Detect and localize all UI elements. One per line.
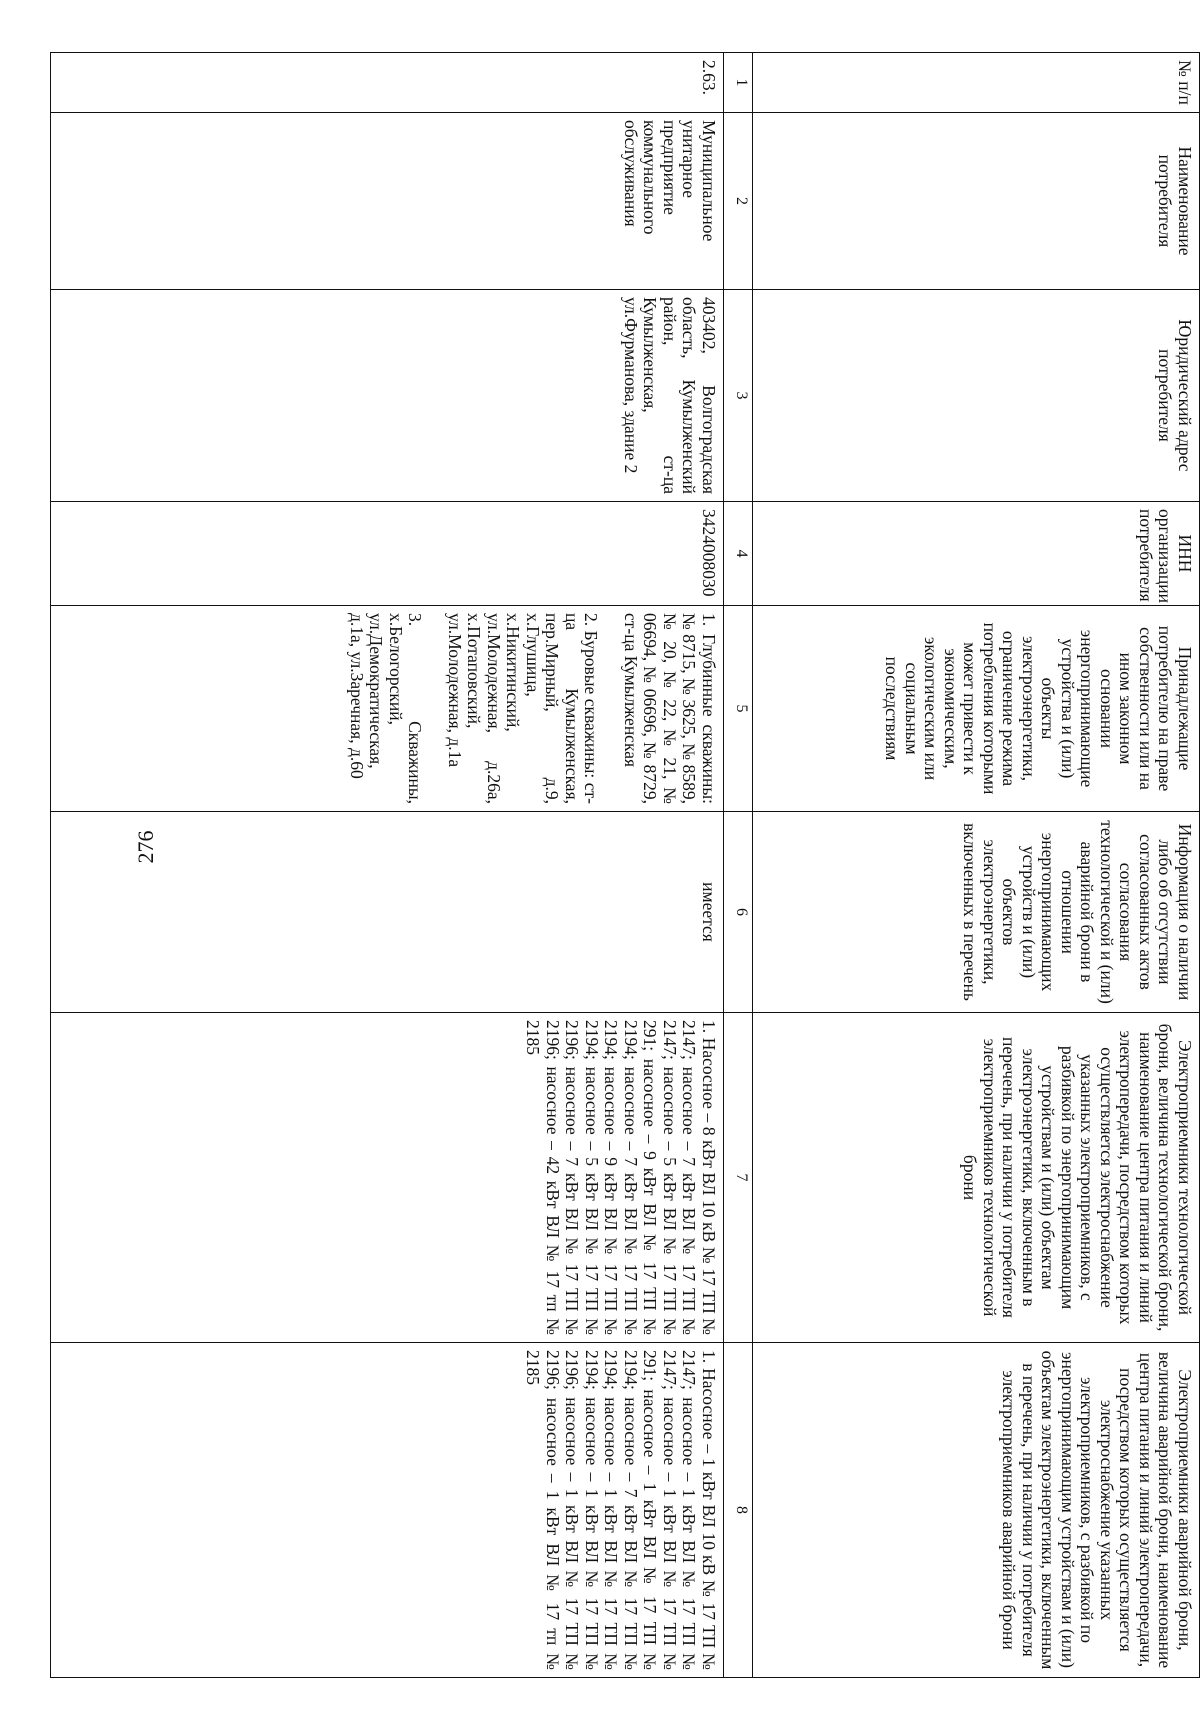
page-number: 276 xyxy=(133,830,158,864)
header-acts: Информация о наличии либо об отсутствии согласованных актов согласования технологической и (или) аварийной брони в отношении энергопринимающих устройств и (или) объектов электроэнергетики, включенных в перечень xyxy=(753,812,1200,1013)
column-number: 3 xyxy=(724,290,753,502)
column-number: 4 xyxy=(724,502,753,606)
column-number: 6 xyxy=(724,812,753,1013)
header-row xyxy=(753,53,1200,1678)
column-number-row xyxy=(724,53,753,1678)
column-number: 1 xyxy=(724,53,753,113)
rotated-table-container xyxy=(50,52,1200,1677)
row-number: 2.63. xyxy=(51,53,724,113)
consumer-inn: 3424008030 xyxy=(51,502,724,606)
header-name: Наименование потребителя xyxy=(753,113,1200,290)
acts-status: имеется xyxy=(51,812,724,1013)
header-emergency-reserve: Электроприемники аварийной брони, величина аварийной брони, наименование центра питания и линий электропередачи, посредством которых осуществляется электроснабжение указанных электроприемников, с разбивкой по энергопринимающим устройствам и (или) объектам электроэнергетики, включенным в перечень, при наличии у потребителя электроприемников аварийной брони xyxy=(753,1343,1200,1678)
consumer-table xyxy=(50,52,1200,1678)
header-tech-reserve: Электроприемники технологической брони, величина технологической брони, наименование центра питания и линий электропередачи, посредством которых осуществляется электроснабжение указанных электроприемников, с разбивкой по энергопринимающим устройствам и (или) объектам электроэнергетики, включенным в перечень, при наличии у потребителя электроприемников технологической брони xyxy=(753,1013,1200,1343)
objects-cell xyxy=(51,606,724,812)
table-row xyxy=(51,53,724,1678)
emergency-reserve-cell: 1. Насосное – 1 кВт ВЛ 10 кВ № 17 ТП № 2147; насосное – 1 кВт ВЛ № 17 ТП № 2147; насосное – 1 кВт ВЛ № 17 ТП № 291; насосное – 1 кВт ВЛ № 17 ТП № 2194; насосное – 7 кВт ВЛ № 17 ТП № 2194; насосное – 1 кВт ВЛ № 17 ТП № 2194; насосное – 1 кВт ВЛ № 17 ТП № 2196; насосное – 1 кВт ВЛ № 17 ТП № 2196; насосное – 1 кВт ВЛ № 17 тп № 2185 xyxy=(51,1343,724,1678)
column-number: 2 xyxy=(724,113,753,290)
consumer-address: 403402, Волгоградская область, Кумылженский район, ст-ца Кумылженская, ул.Фурманова, здание 2 xyxy=(51,290,724,502)
header-objects: Принадлежащие потребителю на праве собственности или на ином законном основании энергопринимающие устройства и (или) объекты электроэнергетики, ограничение режима потребления которыми может привести к экономическим, экологическим или социальным последствиям xyxy=(753,606,1200,812)
column-number: 8 xyxy=(724,1343,753,1678)
tech-reserve-cell: 1. Насосное – 8 кВт ВЛ 10 кВ № 17 ТП № 2147; насосное – 7 кВт ВЛ № 17 ТП № 2147; насосное – 5 кВт ВЛ № 17 ТП № 291; насосное – 9 кВт ВЛ № 17 ТП № 2194; насосное – 7 кВт ВЛ № 17 ТП № 2194; насосное – 9 кВт ВЛ № 17 ТП № 2194; насосное – 5 кВт ВЛ № 17 ТП № 2196; насосное – 7 кВт ВЛ № 17 ТП № 2196; насосное – 42 кВт ВЛ № 17 тп № 2185 xyxy=(51,1013,724,1343)
header-number: № п/п xyxy=(753,53,1200,113)
consumer-name: Муниципальное унитарное предприятие коммунального обслуживания xyxy=(51,113,724,290)
header-inn: ИНН организации потребителя xyxy=(753,502,1200,606)
column-number: 5 xyxy=(724,606,753,812)
object-item: 3. Скважины, х.Белогорский, ул.Демократическая, д.1а, ул.Заречная, д.60 xyxy=(347,613,426,804)
object-item: 2. Буровые скважины: ст-ца Кумылженская, пер.Мирный, д.9, х.Глушица, х.Никитинский, ул.Молодежная, д.26а, х.Потаповский, ул.Молодежная, д.1а xyxy=(445,613,602,804)
object-item: 1. Глубинные скважины: № 8715, № 3625, № 8589, № 20, № 22, № 21, № 06694, № 06696, № 8729, ст-ца Кумылженская xyxy=(621,613,719,804)
column-number: 7 xyxy=(724,1013,753,1343)
header-address: Юридический адрес потребителя xyxy=(753,290,1200,502)
